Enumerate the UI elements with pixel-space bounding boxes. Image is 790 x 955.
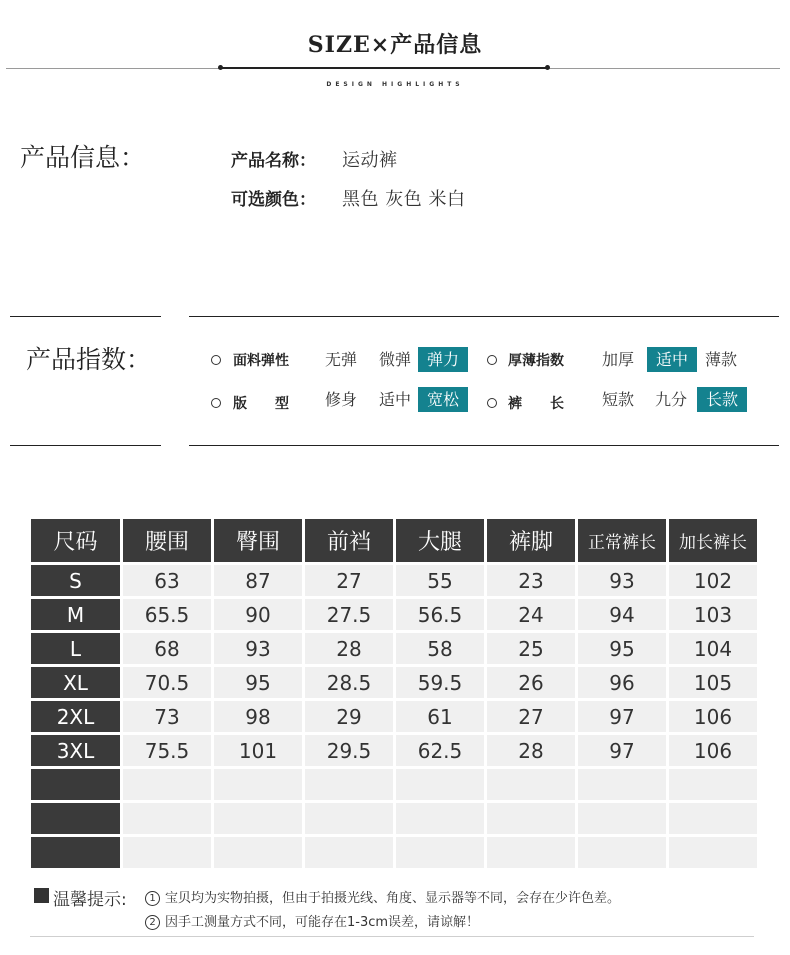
table-header-cell: 尺码	[31, 519, 120, 562]
table-cell: 27	[487, 701, 575, 732]
table-cell: 75.5	[123, 735, 211, 766]
table-cell: 105	[669, 667, 757, 698]
table-cell: 96	[578, 667, 666, 698]
table-cell	[214, 803, 302, 834]
table-cell: 28	[305, 633, 393, 664]
table-cell: 56.5	[396, 599, 484, 630]
circle-bullet-icon	[487, 398, 497, 408]
table-size-cell: S	[31, 565, 120, 596]
table-cell: 102	[669, 565, 757, 596]
index-divider-top-right	[189, 316, 779, 317]
table-cell: 94	[578, 599, 666, 630]
table-cell: 27	[305, 565, 393, 596]
table-cell: 65.5	[123, 599, 211, 630]
option-length-0: 短款	[601, 390, 634, 409]
table-size-cell	[31, 837, 120, 868]
option-fit-1: 适中	[378, 390, 411, 409]
product-name-label: 产品名称：	[231, 151, 316, 171]
table-header-cell: 正常裤长	[578, 519, 666, 562]
divider-dot-left	[218, 65, 223, 70]
table-size-cell	[31, 803, 120, 834]
product-name-value: 运动裤	[342, 150, 398, 171]
table-cell	[578, 803, 666, 834]
table-cell: 93	[214, 633, 302, 664]
table-cell: 90	[214, 599, 302, 630]
table-cell	[669, 837, 757, 868]
bottom-divider	[30, 936, 754, 937]
circle-bullet-icon	[487, 355, 497, 365]
index-divider-top-left	[10, 316, 161, 317]
table-header-cell: 大腿	[396, 519, 484, 562]
table-cell: 73	[123, 701, 211, 732]
table-size-cell: XL	[31, 667, 120, 698]
product-colors-value: 黑色 灰色 米白	[342, 189, 466, 210]
table-header-cell: 腰围	[123, 519, 211, 562]
table-size-cell: M	[31, 599, 120, 630]
option-fit-0: 修身	[324, 390, 357, 409]
table-cell: 103	[669, 599, 757, 630]
table-size-cell: 3XL	[31, 735, 120, 766]
table-cell: 29.5	[305, 735, 393, 766]
option-elasticity-1: 微弹	[378, 350, 411, 369]
table-header-cell: 裤脚	[487, 519, 575, 562]
table-header-cell: 前裆	[305, 519, 393, 562]
table-cell: 23	[487, 565, 575, 596]
option-thickness-0: 加厚	[601, 350, 634, 369]
table-cell	[123, 769, 211, 800]
table-size-cell: L	[31, 633, 120, 664]
circle-bullet-icon	[211, 355, 221, 365]
table-cell: 59.5	[396, 667, 484, 698]
size-table	[31, 519, 756, 869]
table-cell: 62.5	[396, 735, 484, 766]
option-thickness-1-selected: 适中	[647, 347, 697, 372]
index-label-thickness: 厚薄指数	[508, 353, 564, 369]
index-divider-bottom-right	[189, 445, 779, 446]
table-cell	[578, 769, 666, 800]
tip-line-1	[145, 887, 620, 906]
table-cell	[669, 803, 757, 834]
circle-bullet-icon	[211, 398, 221, 408]
table-cell: 61	[396, 701, 484, 732]
table-cell: 106	[669, 735, 757, 766]
table-cell: 70.5	[123, 667, 211, 698]
page-title: SIZE×产品信息	[307, 32, 483, 58]
table-cell	[396, 803, 484, 834]
option-fit-2-selected: 宽松	[418, 387, 468, 412]
table-header-cell: 臀围	[214, 519, 302, 562]
product-colors-label: 可选颜色：	[231, 190, 316, 210]
index-label-fit: 版 型	[233, 396, 289, 412]
table-cell: 27.5	[305, 599, 393, 630]
table-cell: 97	[578, 735, 666, 766]
table-header-cell: 加长裤长	[669, 519, 757, 562]
table-cell: 55	[396, 565, 484, 596]
table-cell	[214, 837, 302, 868]
table-cell: 95	[578, 633, 666, 664]
table-cell: 28.5	[305, 667, 393, 698]
tip-line-2	[145, 911, 479, 930]
table-cell: 26	[487, 667, 575, 698]
table-cell	[487, 803, 575, 834]
table-cell	[123, 803, 211, 834]
page-subtitle: DESIGN HIGHLIGHTS	[326, 81, 464, 88]
circled-number-icon: 1	[145, 891, 160, 906]
table-cell: 101	[214, 735, 302, 766]
table-size-cell: 2XL	[31, 701, 120, 732]
option-length-2-selected: 长款	[697, 387, 747, 412]
table-cell	[487, 837, 575, 868]
table-cell: 98	[214, 701, 302, 732]
tip-text-2: 因手工测量方式不同，可能存在1-3cm误差，请谅解！	[165, 915, 480, 930]
index-label-length: 裤 长	[508, 396, 564, 412]
tip-text-1: 宝贝均为实物拍摄，但由于拍摄光线、角度、显示器等不同，会存在少许色差。	[165, 891, 621, 906]
table-cell: 106	[669, 701, 757, 732]
table-cell	[487, 769, 575, 800]
tip-square-icon	[34, 888, 49, 903]
circled-number-icon: 2	[145, 915, 160, 930]
product-index-title: 产品指数：	[26, 345, 152, 374]
header-divider-accent	[220, 67, 548, 69]
table-cell: 58	[396, 633, 484, 664]
table-cell	[305, 769, 393, 800]
table-cell: 95	[214, 667, 302, 698]
table-cell: 24	[487, 599, 575, 630]
divider-dot-right	[545, 65, 550, 70]
table-cell	[396, 769, 484, 800]
table-cell	[123, 837, 211, 868]
index-label-elasticity: 面料弹性	[233, 353, 289, 369]
table-cell: 97	[578, 701, 666, 732]
table-cell: 28	[487, 735, 575, 766]
table-cell: 68	[123, 633, 211, 664]
table-cell	[305, 837, 393, 868]
table-size-cell	[31, 769, 120, 800]
option-thickness-2: 薄款	[704, 350, 737, 369]
table-cell: 29	[305, 701, 393, 732]
table-cell: 93	[578, 565, 666, 596]
table-cell: 87	[214, 565, 302, 596]
table-cell: 63	[123, 565, 211, 596]
table-cell: 25	[487, 633, 575, 664]
table-cell	[305, 803, 393, 834]
option-elasticity-0: 无弹	[324, 350, 357, 369]
table-cell: 104	[669, 633, 757, 664]
option-length-1: 九分	[654, 390, 687, 409]
tips-label: 温馨提示:	[53, 890, 127, 910]
table-cell	[578, 837, 666, 868]
product-info-title: 产品信息：	[20, 143, 146, 172]
table-cell	[214, 769, 302, 800]
option-elasticity-2-selected: 弹力	[418, 347, 468, 372]
index-divider-bottom-left	[10, 445, 161, 446]
table-cell	[396, 837, 484, 868]
table-cell	[669, 769, 757, 800]
